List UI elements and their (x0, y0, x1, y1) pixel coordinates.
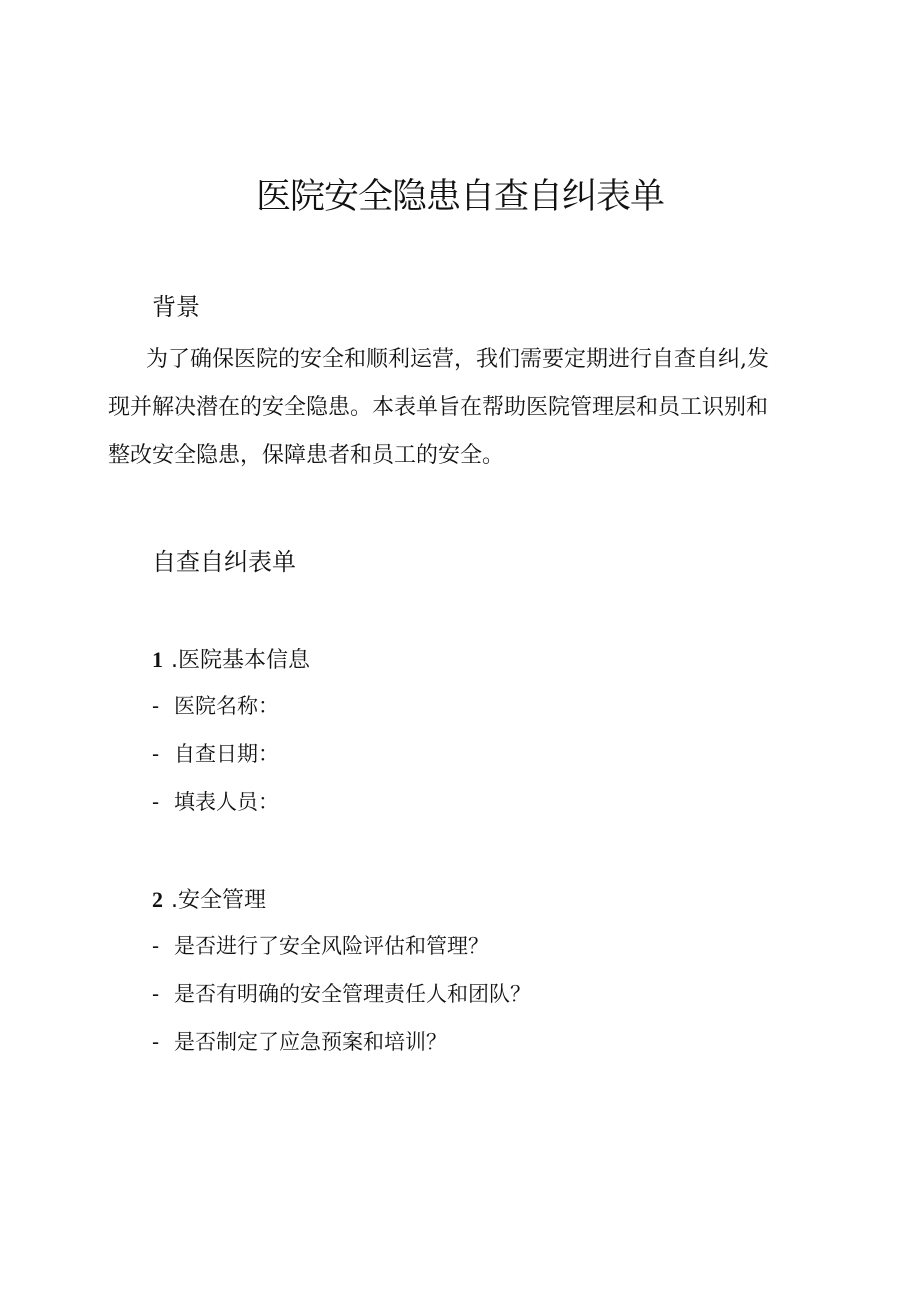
background-line: 整改安全隐患，保障患者和员工的安全。 (108, 443, 505, 468)
list-item (152, 980, 531, 1028)
list-item-text: 是否进行了安全风险评估和管理？ (174, 934, 489, 958)
list-item-text: 是否制定了应急预案和培训？ (174, 1030, 447, 1054)
section-title: .安全管理 (171, 888, 266, 913)
dash-bullet: - (152, 982, 160, 1006)
background-heading: 背景 (152, 293, 200, 321)
list-item-text: 填表人员： (174, 790, 279, 814)
document-title: 医院安全隐患自查自纠表单 (255, 177, 664, 217)
background-line: 现并解决潜在的安全隐患。本表单旨在帮助医院管理层和员工识别和 (108, 395, 769, 420)
dash-bullet: - (152, 790, 160, 814)
list-item (152, 692, 279, 740)
safety-management-list (152, 932, 531, 1076)
list-item (152, 740, 279, 788)
list-item-text: 医院名称： (174, 694, 279, 718)
section-basic-info-heading (152, 644, 310, 677)
list-item (152, 932, 531, 980)
section-title: .医院基本信息 (171, 648, 310, 673)
basic-info-list (152, 692, 279, 836)
section-number: 1 (152, 647, 163, 672)
section-safety-management-heading (152, 884, 266, 917)
form-heading: 自查自纠表单 (152, 548, 296, 576)
dash-bullet: - (152, 1030, 160, 1054)
list-item-text: 自查日期： (174, 742, 279, 766)
dash-bullet: - (152, 694, 160, 718)
background-paragraph (108, 336, 820, 480)
list-item-text: 是否有明确的安全管理责任人和团队？ (174, 982, 531, 1006)
list-item (152, 1028, 531, 1076)
dash-bullet: - (152, 742, 160, 766)
background-line: 为了确保医院的安全和顺利运营，我们需要定期进行自查自纠,发 (146, 347, 769, 372)
section-number: 2 (152, 887, 163, 912)
list-item (152, 788, 279, 836)
dash-bullet: - (152, 934, 160, 958)
